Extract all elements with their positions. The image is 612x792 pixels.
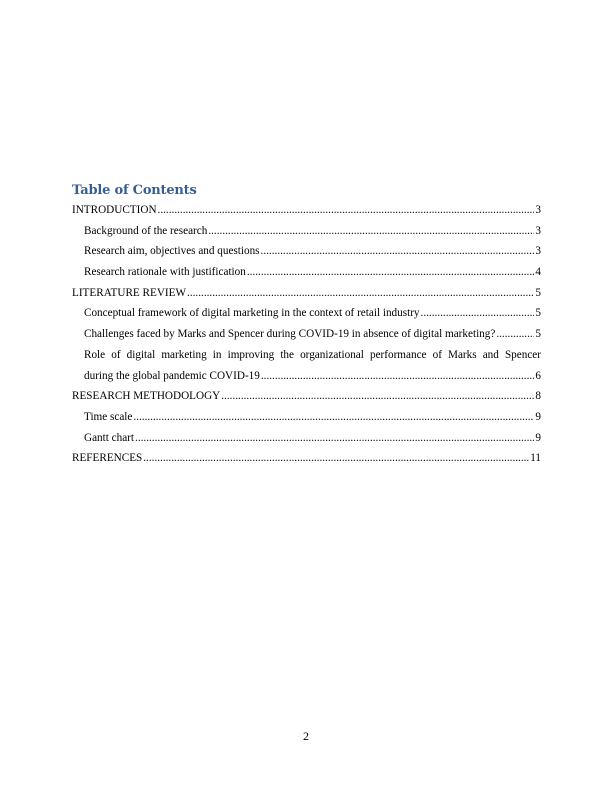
toc-leader — [261, 241, 535, 262]
toc-entry-label: Role of digital marketing in improving the organizational performance of Marks and Spencer — [84, 348, 541, 361]
toc-title: Table of Contents — [72, 183, 197, 198]
toc-leader — [135, 428, 534, 449]
toc-entry-label: INTRODUCTION — [72, 204, 157, 216]
table-of-contents — [72, 200, 541, 469]
toc-entry-conceptual-framework[interactable] — [72, 303, 541, 324]
toc-leader — [187, 283, 534, 304]
toc-entry-label: Time scale — [84, 410, 133, 423]
toc-entry-research-rationale[interactable] — [72, 262, 541, 283]
toc-entry-label: during the global pandemic COVID-19 — [84, 369, 260, 382]
toc-entry-label: Research rationale with justification — [84, 266, 246, 279]
toc-entry-time-scale[interactable] — [72, 407, 541, 428]
toc-leader — [496, 324, 534, 345]
toc-entry-page: 9 — [535, 431, 541, 444]
toc-entry-label: RESEARCH METHODOLOGY — [72, 390, 221, 403]
toc-entry-label: LITERATURE REVIEW — [72, 286, 187, 299]
toc-entry-page: 9 — [535, 410, 541, 423]
toc-entry-gantt-chart[interactable] — [72, 428, 541, 449]
toc-entry-page: 6 — [535, 369, 541, 382]
toc-entry-page: 5 — [535, 286, 541, 299]
toc-entry-research-aim[interactable] — [72, 241, 541, 262]
toc-entry-page: 11 — [530, 452, 541, 465]
toc-entry-background[interactable] — [72, 221, 541, 242]
toc-leader — [208, 221, 534, 242]
toc-entry-label: Gantt chart — [84, 431, 135, 444]
toc-entry-label: Background of the research — [84, 224, 208, 237]
toc-entry-role-digital-marketing[interactable] — [72, 366, 541, 387]
toc-entry-label: REFERENCES — [72, 452, 143, 465]
toc-entry-page: 5 — [535, 328, 541, 341]
toc-leader — [261, 366, 535, 387]
toc-entry-page: 3 — [535, 224, 541, 237]
toc-entry-page: 3 — [535, 204, 541, 216]
page-number: 2 — [303, 729, 309, 743]
toc-entry-role-line1[interactable] — [72, 345, 541, 366]
toc-leader — [158, 200, 535, 221]
toc-leader — [221, 386, 534, 407]
toc-entry-literature-review[interactable] — [72, 283, 541, 304]
toc-entry-page: 3 — [535, 245, 541, 258]
toc-leader — [133, 407, 534, 428]
toc-entry-label: Conceptual framework of digital marketing in the context of retail industry — [84, 307, 420, 320]
toc-entry-label: Research aim, objectives and questions — [84, 245, 260, 258]
toc-entry-page: 4 — [535, 266, 541, 279]
toc-entry-page: 8 — [535, 390, 541, 403]
toc-entry-challenges[interactable] — [72, 324, 541, 345]
toc-entry-label: Challenges faced by Marks and Spencer during COVID-19 in absence of digital marketing? — [84, 328, 496, 341]
toc-leader — [247, 262, 535, 283]
toc-leader — [421, 303, 535, 324]
toc-entry-references[interactable] — [72, 448, 541, 469]
toc-leader — [143, 448, 529, 469]
toc-entry-page: 5 — [535, 307, 541, 320]
toc-entry-research-methodology[interactable] — [72, 386, 541, 407]
toc-entry-introduction[interactable] — [72, 200, 541, 221]
